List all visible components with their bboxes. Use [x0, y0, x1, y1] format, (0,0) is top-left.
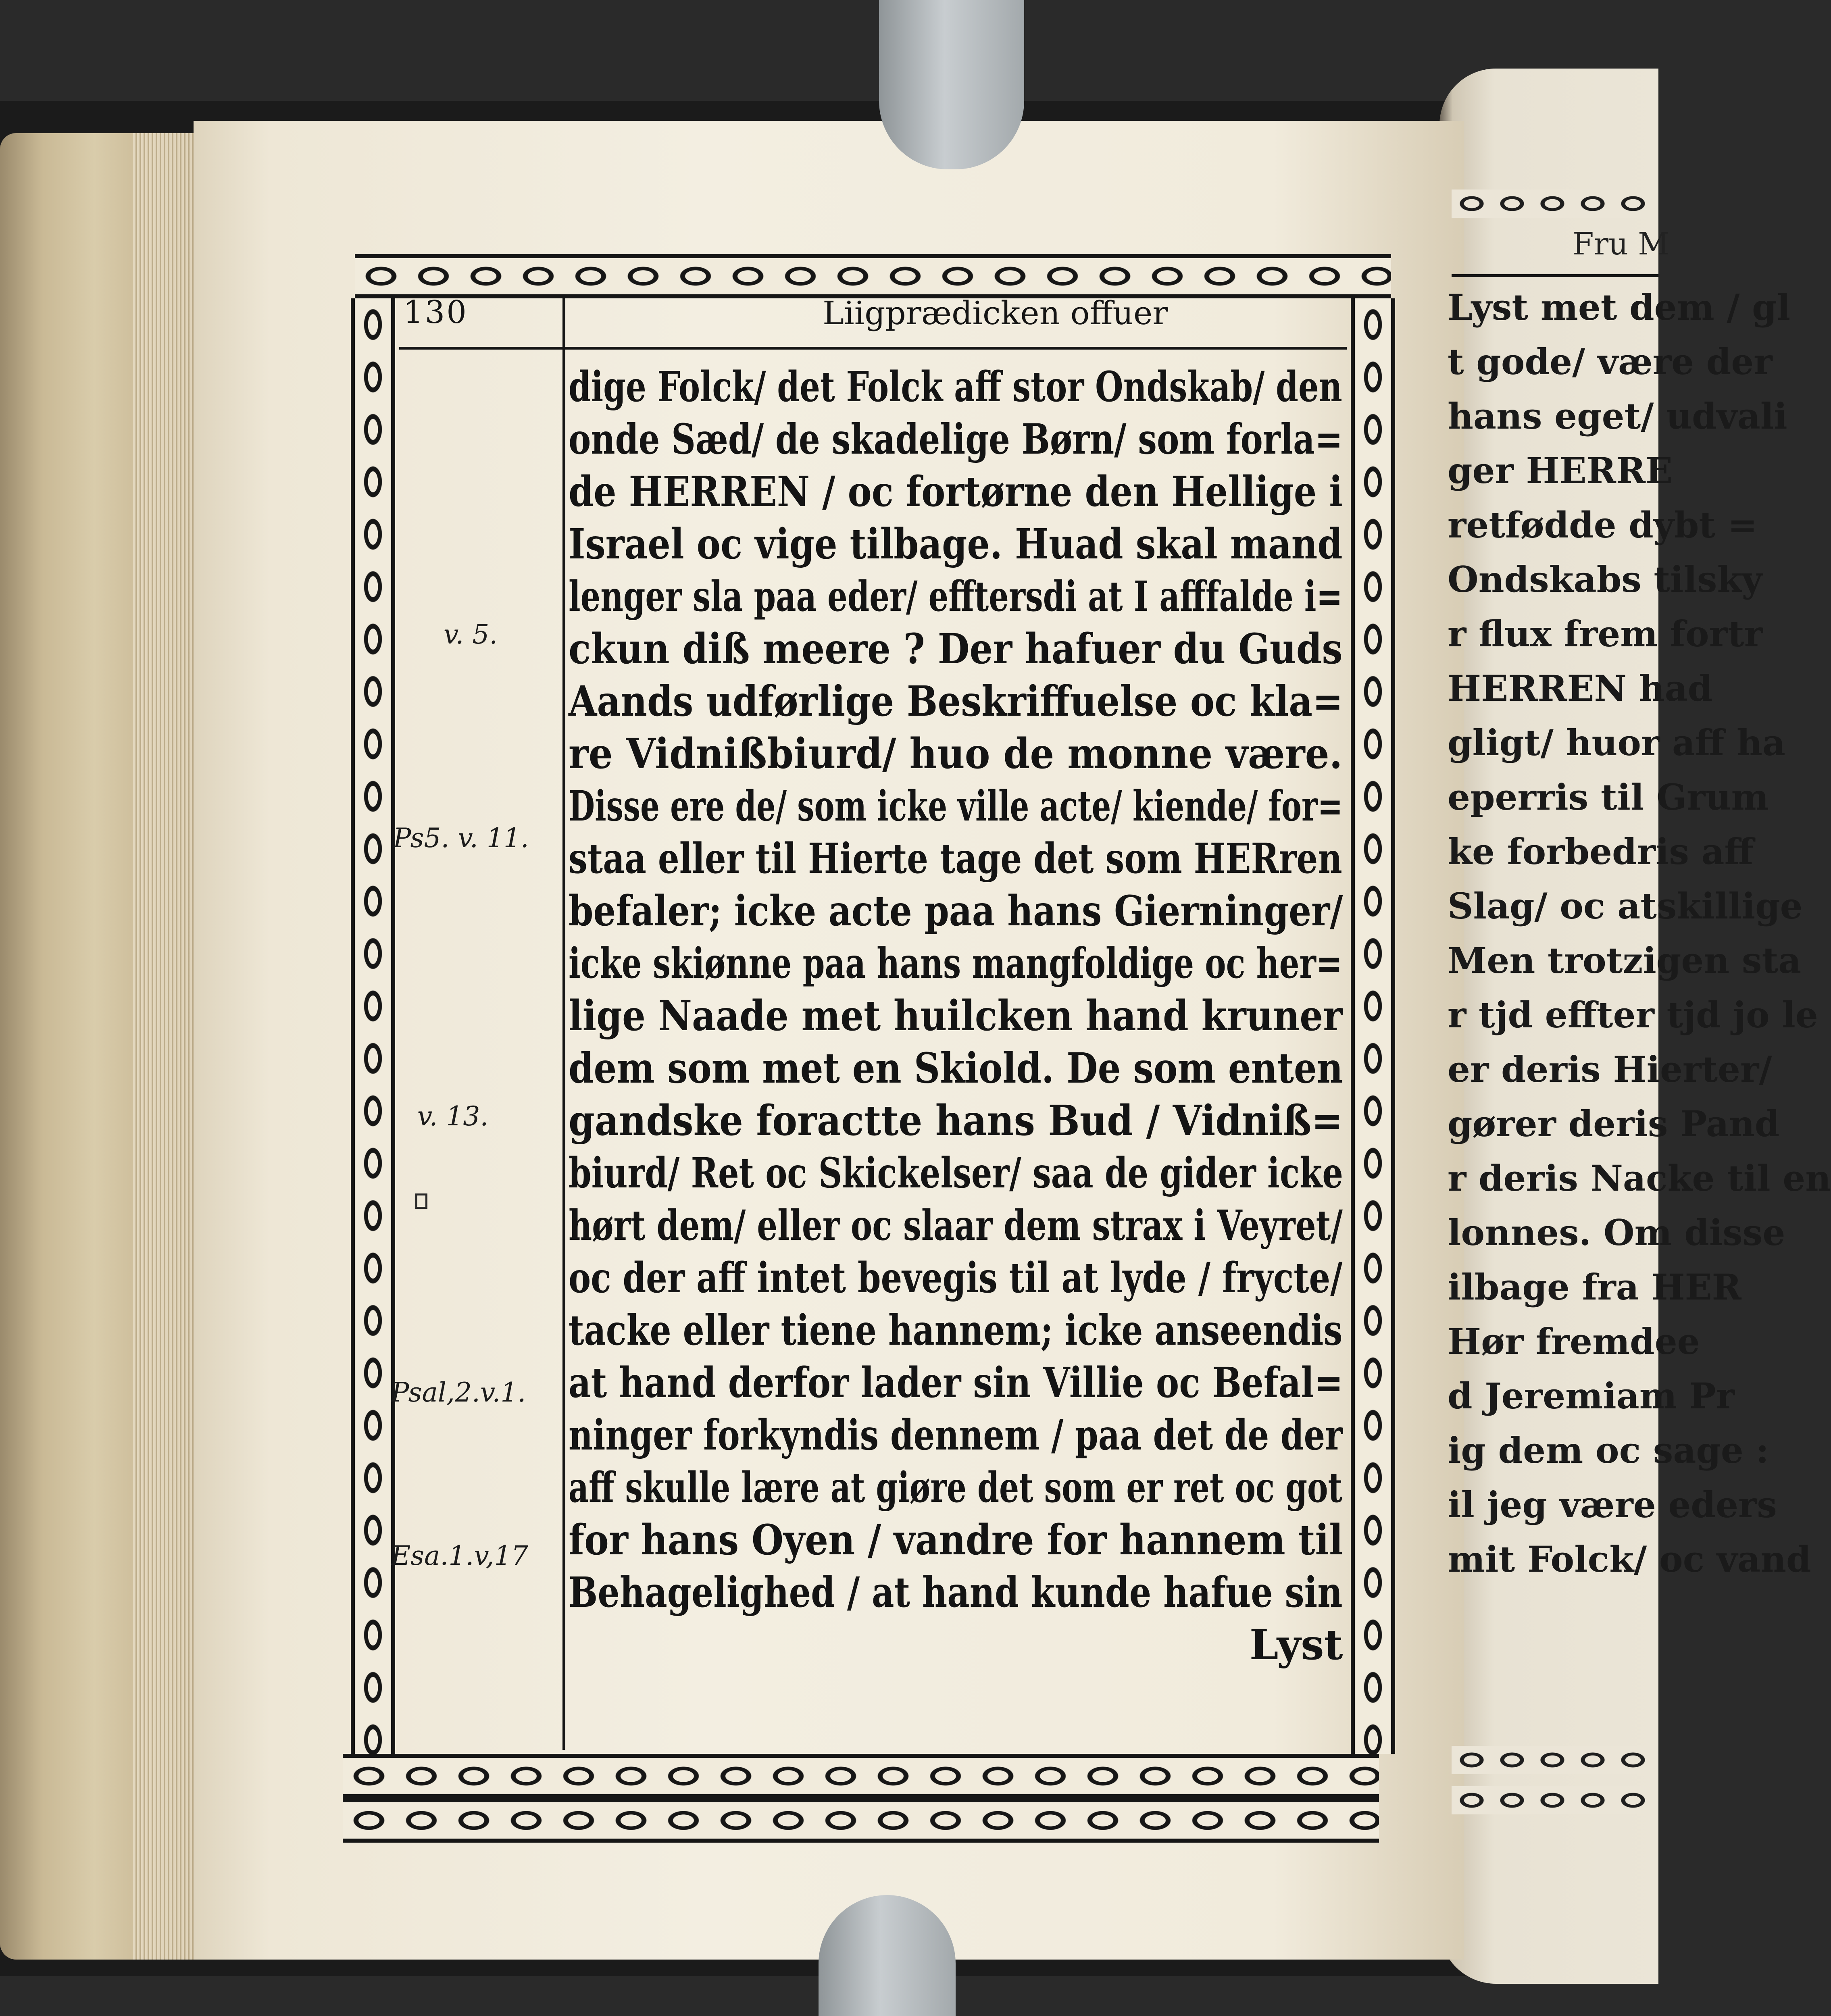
- facing-page-line: r deris Nacke til en: [1448, 1157, 1831, 1199]
- top-border-ornament: [355, 254, 1391, 298]
- margin-note: v. 13.: [417, 1101, 489, 1132]
- body-line: oc der aff intet bevegis til at lyde / frycte/: [569, 1254, 1343, 1302]
- body-line: lige Naade met huilcken hand kruner: [569, 991, 1343, 1040]
- page-number: 130: [403, 294, 468, 331]
- body-line: befaler; icke acte paa hans Gierninger/: [569, 887, 1343, 935]
- facing-page-rule: [1452, 274, 1658, 277]
- facing-page-line: retfødde dybt =: [1448, 504, 1758, 546]
- bottom-border-ornament: [343, 1754, 1379, 1798]
- facing-page-line: gører deris Pand: [1448, 1103, 1780, 1145]
- facing-page-line: lonnes. Om disse: [1448, 1212, 1785, 1254]
- facing-page-line: hans eget/ udvali: [1448, 395, 1787, 437]
- body-line: gandske foractte hans Bud / Vidniß=: [569, 1096, 1343, 1145]
- facing-page-head: Fru M: [1573, 226, 1669, 262]
- printer-mark: [415, 1193, 427, 1209]
- body-line: Behagelighed / at hand kunde hafue sin: [569, 1568, 1343, 1617]
- body-line: tacke eller tiene hannem; icke anseendis: [569, 1306, 1343, 1355]
- facing-page-line: r tjd effter tjd jo le: [1448, 994, 1818, 1036]
- body-line: lenger sla paa eder/ efftersdi at I afffalde i=: [569, 572, 1343, 621]
- facing-page-line: Men trotzigen sta: [1448, 939, 1802, 981]
- body-line: hørt dem/ eller oc slaar dem strax i Veyret/: [569, 1201, 1343, 1250]
- body-line: dem som met en Skiold. De som enten: [569, 1044, 1343, 1093]
- facing-page-line: Ondskabs tilsky: [1448, 558, 1762, 600]
- facing-page-line: r flux frem fortr: [1448, 613, 1763, 655]
- body-line: Israel oc vige tilbage. Huad skal mand: [569, 520, 1343, 569]
- facing-page-ornament: [1452, 190, 1658, 218]
- margin-rule: [562, 298, 565, 1750]
- margin-note: Esa.1.v,17: [391, 1540, 528, 1571]
- body-line: ckun diß meere ? Der hafuer du Guds: [569, 625, 1343, 673]
- facing-page-line: t gode/ være der: [1448, 341, 1773, 383]
- facing-page-line: Slag/ oc atskillige: [1448, 885, 1803, 927]
- facing-page-bottom-ornament: [1452, 1746, 1658, 1774]
- margin-note: v. 5.: [444, 619, 498, 650]
- facing-page-line: er deris Hierter/: [1448, 1048, 1772, 1090]
- body-line: biurd/ Ret oc Skickelser/ saa de gider icke: [569, 1149, 1343, 1198]
- body-line: for hans Oyen / vandre for hannem til: [569, 1516, 1343, 1564]
- body-line: re Vidnißbiurd/ huo de monne være.: [569, 729, 1343, 778]
- body-line: at hand derfor lader sin Villie oc Befal=: [569, 1358, 1343, 1407]
- facing-page-line: Hør fremdee: [1448, 1320, 1700, 1362]
- running-head: Liigprædicken offuer: [823, 294, 1168, 332]
- facing-page-line: ig dem oc sage :: [1448, 1429, 1769, 1471]
- facing-page-line: gligt/ huor aff ha: [1448, 722, 1785, 764]
- body-line: aff skulle lære at giøre det som er ret oc got: [569, 1463, 1343, 1512]
- body-line: de HERREN / oc fortørne den Hellige i: [569, 467, 1343, 516]
- facing-page-bottom-ornament-2: [1452, 1786, 1658, 1814]
- facing-page-line: Lyst met dem / gl: [1448, 286, 1791, 328]
- margin-note: Ps5. v. 11.: [393, 823, 529, 854]
- body-line: Aands udførlige Beskriffuelse oc kla=: [569, 677, 1343, 726]
- facing-page-line: eperris til Grum: [1448, 776, 1769, 818]
- facing-page-line: il jeg være eders: [1448, 1484, 1777, 1526]
- body-line: icke skiønne paa hans mangfoldige oc her=: [569, 939, 1343, 988]
- body-line: Disse ere de/ som icke ville acte/ kiende/ for=: [569, 782, 1343, 831]
- facing-page-line: ke forbedris aff: [1448, 831, 1754, 873]
- page-edges: [133, 133, 198, 1960]
- bottom-border-ornament-2: [343, 1798, 1379, 1843]
- facing-page-line: ilbage fra HER: [1448, 1266, 1741, 1308]
- body-line: staa eller til Hierte tage det som HERren: [569, 834, 1342, 883]
- body-line: dige Folck/ det Folck aff stor Ondskab/ den: [569, 362, 1342, 411]
- facing-page-line: d Jeremiam Pr: [1448, 1375, 1735, 1417]
- body-line: ninger forkyndis dennem / paa det de der: [569, 1411, 1343, 1460]
- left-border-ornament: [351, 298, 395, 1754]
- body-line: onde Sæd/ de skadelige Børn/ som forla=: [569, 415, 1343, 464]
- margin-note: Psal,2.v.1.: [391, 1377, 526, 1408]
- facing-page-line: HERREN had: [1448, 667, 1713, 709]
- catchword: Lyst: [1249, 1620, 1343, 1669]
- facing-page-line: mit Folck/ oc vand: [1448, 1538, 1811, 1580]
- right-border-ornament: [1351, 298, 1395, 1754]
- header-rule: [399, 347, 1347, 350]
- facing-page-line: ger HERRE: [1448, 450, 1673, 492]
- top-book-clip: [879, 0, 1024, 169]
